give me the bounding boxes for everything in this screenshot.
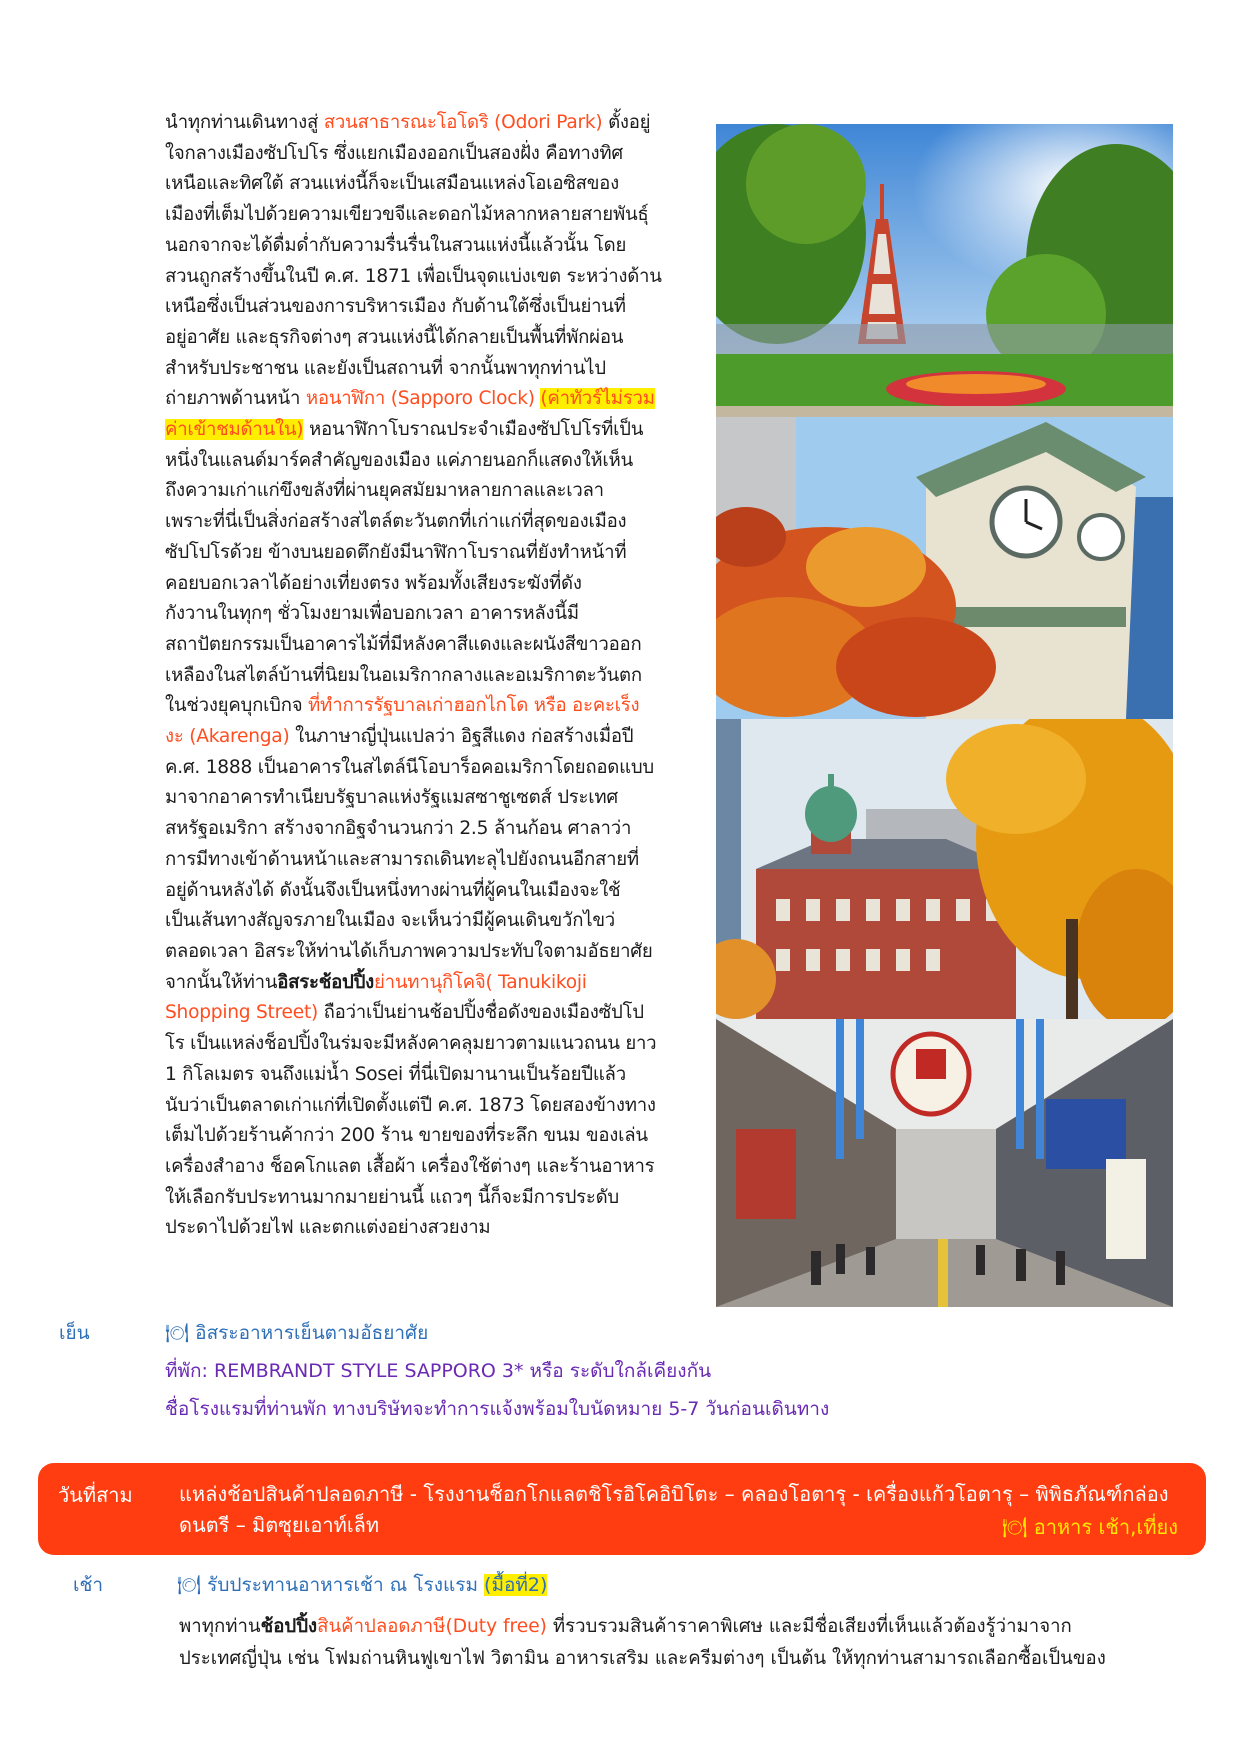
text-line: สถาปัตยกรรมเป็นอาคารไม้ที่มีหลังคาสีแดงและผนังสีขาวออก <box>165 633 642 655</box>
dish-icon: 🍽 <box>165 1322 190 1344</box>
text-line: ถ่ายภาพด้านหน้า หอนาฬิกา (Sapporo Clock) (ค่าทัวร์ไม่รวม <box>165 388 655 410</box>
duty-free-description: พาทุกท่านช้อปปิ้งสินค้าปลอดภาษี(Duty free) ที่รวบรวมสินค้าราคาพิเศษ และมีชื่อเสียงที่เห็นแล้วต้องรู้ว่ามาจาก ประเทศญี่ปุ่น เช่น โฟมถ่านหินฟูเขาไฟ วิตามิน อาหารเสริม และครีมต่างๆ เป็นต้น ให้ทุกท่านสามารถเลือกซื้อเป็นของ <box>179 1616 1106 1669</box>
day-itinerary: แหล่งช้อปสินค้าปลอดภาษี - โรงงานช็อกโกแลตชิโรอิโคอิบิโตะ – คลองโอตารุ - เครื่องแก้วโอตารุ – พิพิธภัณฑ์กล่อง ดนตรี – มิตซุยเอาท์เล็ท <box>179 1482 1169 1537</box>
text-line: ประดาไปด้วยไฟ และตกแต่งอย่างสวยงาม <box>165 1217 491 1239</box>
text-line: เหลืองในสไตล์บ้านที่นิยมในอเมริกากลางและอเมริกาตะวันตก <box>165 664 642 686</box>
price-note: (ค่าทัวร์ไม่รวม <box>540 388 655 410</box>
text-line: ใจกลางเมืองซัปโปโร ซึ่งแยกเมืองออกเป็นสองฝั่ง คือทางทิศ <box>165 142 623 164</box>
text-line: เป็นเส้นทางสัญจรภายในเมือง จะเห็นว่ามีผู้คนเดินขวักไขว่ <box>165 910 615 932</box>
text-line: ซัปโปโรด้วย ข้างบนยอดตึกยังมีนาฬิกาโบราณที่ยังทำหน้าที่ <box>165 541 627 563</box>
text-line: นอกจากจะได้ดื่มด่ำกับความรื่นรื่นในสวนแห่งนี้แล้วนั้น โดย <box>165 234 627 256</box>
dinner-row: 🍽 อิสระอาหารเย็นตามอัธยาศัย <box>165 1322 429 1344</box>
sapporo-clock-photo <box>716 417 1173 719</box>
breakfast-row: 🍽 รับประทานอาหารเช้า ณ โรงแรม (มื้อที่2) <box>177 1574 548 1596</box>
text-line: เหนือและทิศใต้ สวนแห่งนี้ก็จะเป็นเสมือนแหล่งโอเอซิสของ <box>165 173 619 195</box>
akarenga-name: ที่ทำการรัฐบาลเก่าฮอกไกโด หรือ อะคะเร็ง <box>308 695 640 717</box>
text-line: ค.ศ. 1888 เป็นอาคารในสไตล์นีโอบาร็อคอเมริกาโดยถอดแบบ <box>165 756 654 778</box>
text-line: อยู่อาศัย และธุรกิจต่างๆ สวนแห่งนี้ได้กลายเป็นพื้นที่พักผ่อน <box>165 326 624 348</box>
text-line: หนึ่งในแลนด์มาร์คสำคัญของเมือง แค่ภายนอกก็แสดงให้เห็น <box>165 449 633 471</box>
text-line: สหรัฐอเมริกา สร้างจากอิฐจำนวนกว่า 2.5 ล้านก้อน ศาลาว่า <box>165 818 632 840</box>
text-line: จากนั้นให้ท่านอิสระช้อปปิ้งย่านทานุกิโคจิ( Tanukikoji <box>165 971 587 993</box>
text-line: เครื่องสำอาง ช็อคโกแลต เสื้อผ้า เครื่องใช้ต่างๆ และร้านอาหาร <box>165 1155 655 1177</box>
text-line: สวนถูกสร้างขึ้นในปี ค.ศ. 1871 เพื่อเป็นจุดแบ่งเขต ระหว่างด้าน <box>165 265 662 287</box>
akarenga-name: งะ (Akarenga) <box>165 726 290 748</box>
text-line: งะ (Akarenga) ในภาษาญี่ปุ่นแปลว่า อิฐสีแดง ก่อสร้างเมื่อปี <box>165 726 634 748</box>
breakfast-label: เช้า <box>73 1574 104 1596</box>
text-line: การมีทางเข้าด้านหน้าและสามารถเดินทะลุไปยังถนนอีกสายที่ <box>165 848 639 870</box>
tanukikoji-name: Shopping Street) <box>165 1002 318 1024</box>
text-line: คอยบอกเวลาได้อย่างเที่ยงตรง พร้อมทั้งเสียงระฆังที่ดัง <box>165 572 582 594</box>
tanukikoji-name: ย่านทานุกิโคจิ( Tanukikoji <box>373 971 587 993</box>
dish-icon: 🍽 <box>177 1574 202 1596</box>
duty-free-name: สินค้าปลอดภาษี(Duty free) <box>317 1616 547 1637</box>
text-line: อยู่ด้านหลังได้ ดังนั้นจึงเป็นหนึ่งทางผ่านที่ผู้คนในเมืองจะใช้ <box>165 879 621 901</box>
text-line: มาจากอาคารทำเนียบรัฐบาลแห่งรัฐแมสซาชูเซตส์ ประเทศ <box>165 787 618 809</box>
text-line: เมืองที่เต็มไปด้วยความเขียวขจีและดอกไม้หลากหลายสายพันธุ์ <box>165 204 649 226</box>
akarenga-photo <box>716 719 1173 1019</box>
text-line: Shopping Street) ถือว่าเป็นย่านช้อปปิ้งชื่อดังของเมืองซัปโป <box>165 1002 644 1024</box>
photo-collage <box>716 124 1173 1307</box>
odori-park-photo <box>716 124 1173 417</box>
text-line: 1 กิโลเมตร จนถึงแม่น้ำ Sosei ที่นี่เปิดมานานเป็นร้อยปีแล้ว <box>165 1063 626 1085</box>
text-line: ถึงความเก่าแก่ขึงขลังที่ผ่านยุคสมัยมาหลายกาลและเวลา <box>165 480 604 502</box>
free-shopping: อิสระช้อปปิ้ง <box>277 971 374 993</box>
text-line: ในช่วงยุคบุกเบิกจ ที่ทำการรัฐบาลเก่าฮอกไกโด หรือ อะคะเร็ง <box>165 695 640 717</box>
hotel-line: ที่พัก: REMBRANDT STYLE SAPPORO 3* หรือ ระดับใกล้เคียงกัน <box>165 1360 712 1382</box>
odori-park-link: สวนสาธารณะโอโดริ (Odori Park) <box>323 112 603 133</box>
attraction-description <box>165 108 697 1244</box>
text-line: โร เป็นแหล่งช็อปปิ้งในร่มจะมีหลังคาคลุมยาวตามแนวถนน ยาว <box>165 1033 657 1055</box>
day-label: วันที่สาม <box>58 1483 133 1507</box>
text-line: ให้เลือกรับประทานมากมายย่านนี้ แถวๆ นี้ก็จะมีการประดับ <box>165 1186 619 1208</box>
day3-banner <box>38 1463 1206 1555</box>
text-line: นำทุกท่านเดินทางสู่ สวนสาธารณะโอโดริ (Odori Park) ตั้งอยู่ <box>165 112 651 133</box>
text-line: นับว่าเป็นตลาดเก่าแก่ที่เปิดตั้งแต่ปี ค.ศ. 1873 โดยสองข้างทาง <box>165 1094 656 1116</box>
text-line: กังวานในทุกๆ ชั่วโมงยามเพื่อบอกเวลา อาคารหลังนี้มี <box>165 603 579 625</box>
meals-included: 🍽 อาหาร เช้า,เที่ยง <box>1001 1515 1178 1539</box>
tanukikoji-photo <box>716 1019 1173 1307</box>
hotel-notice: ชื่อโรงแรมที่ท่านพัก ทางบริษัทจะทำการแจ้งพร้อมใบนัดหมาย 5-7 วันก่อนเดินทาง <box>165 1398 830 1420</box>
dinner-label: เย็น <box>59 1322 90 1344</box>
text-line: ค่าเข้าชมด้านใน) หอนาฬิกาโบราณประจำเมืองซัปโปโรที่เป็น <box>165 419 644 441</box>
text-line: เหนือซึ่งเป็นส่วนของการบริหารเมือง กับด้านใต้ซึ่งเป็นย่านที่ <box>165 296 626 318</box>
text-line: สำหรับประชาชน และยังเป็นสถานที่ จากนั้นพาทุกท่านไป <box>165 357 606 379</box>
text-line: เพราะที่นี่เป็นสิ่งก่อสร้างสไตล์ตะวันตกที่เก่าแก่ที่สุดของเมือง <box>165 511 627 533</box>
text-line: ตลอดเวลา อิสระให้ท่านได้เก็บภาพความประทับใจตามอัธยาศัย <box>165 940 653 962</box>
text-line: เต็มไปด้วยร้านค้ากว่า 200 ร้าน ขายของที่ระลึก ขนม ของเล่น <box>165 1125 648 1147</box>
sapporo-clock-name: หอนาฬิกา (Sapporo Clock) <box>305 388 535 410</box>
price-note: ค่าเข้าชมด้านใน) <box>165 419 304 441</box>
meal-number: (มื้อที่2) <box>484 1574 548 1596</box>
dish-icon: 🍽 <box>1001 1515 1028 1539</box>
